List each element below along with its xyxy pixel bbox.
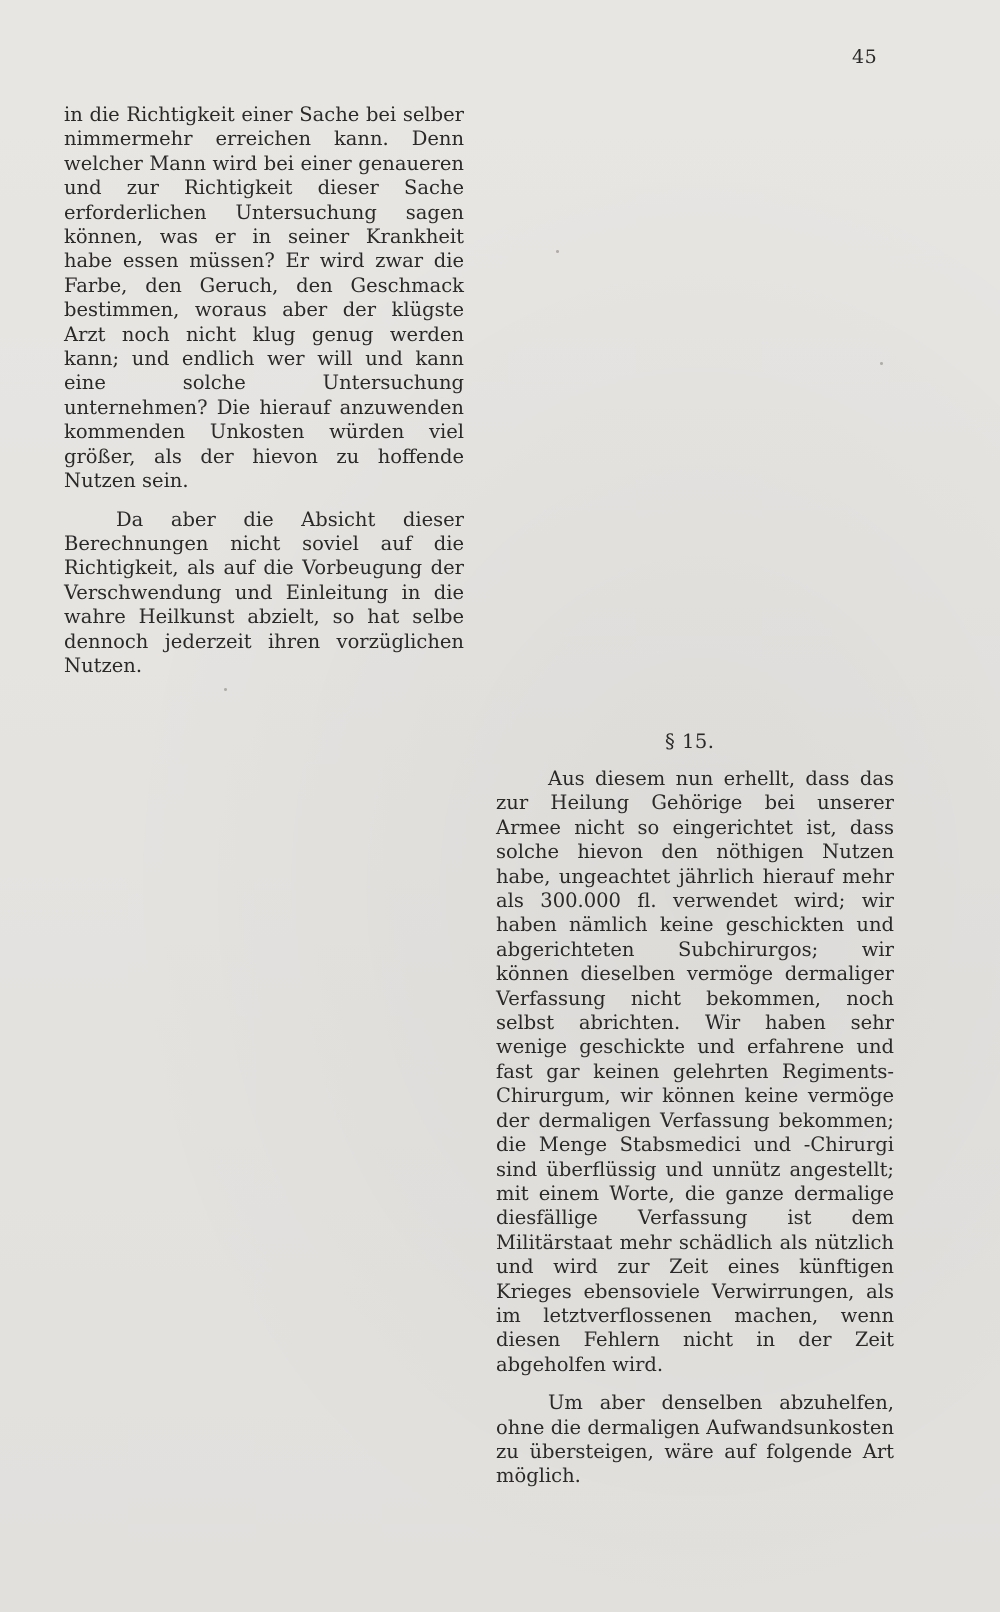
paper-speck <box>880 362 883 365</box>
left-text-column <box>64 103 464 678</box>
paper-speck <box>556 250 559 253</box>
paragraph: in die Richtigkeit einer Sache bei selber nimmermehr erreichen kann. Denn welcher Mann wird bei einer genaueren und zur Richtigkeit dieser Sache erforderlichen Untersuchung sagen können, was er in seiner Krankheit habe essen müssen? Er wird zwar die Farbe, den Geruch, den Geschmack bestimmen, woraus aber der klügste Arzt noch nicht klug genug werden kann; und endlich wer will und kann eine solche Untersuchung unternehmen? Die hierauf anzuwenden kommenden Unkosten würden viel größer, als der hievon zu hoffende Nutzen sein. <box>64 103 464 493</box>
right-text-column <box>496 767 894 1489</box>
section-heading: § 15. <box>665 730 715 753</box>
paragraph: Aus diesem nun erhellt, dass das zur Heilung Gehörige bei unserer Armee nicht so eingerichtet ist, dass solche hievon den nöthigen Nutzen habe, ungeachtet jährlich hierauf mehr als 300.000 fl. verwendet wird; wir haben nämlich keine geschickten und abgerichteten Subchirurgos; wir können dieselben vermöge dermaliger Verfassung nicht bekommen, noch selbst abrichten. Wir haben sehr wenige geschickte und erfahrene und fast gar keinen gelehrten Regiments-Chirurgum, wir können keine vermöge der dermaligen Verfassung bekommen; die Menge Stabsmedici und -Chirurgi sind überflüssig und unnütz angestellt; mit einem Worte, die ganze dermalige diesfällige Verfassung ist dem Militärstaat mehr schädlich als nützlich und wird zur Zeit eines künftigen Krieges ebensoviele Verwirrungen, als im letztverflossenen machen, wenn diesen Fehlern nicht in der Zeit abgeholfen wird. <box>496 767 894 1376</box>
paragraph: Da aber die Absicht dieser Berechnungen nicht soviel auf die Richtigkeit, als auf die Vorbeugung der Verschwendung und Einleitung in die wahre Heilkunst abzielt, so hat selbe dennoch jederzeit ihren vorzüglichen Nutzen. <box>64 507 464 677</box>
paper-speck <box>224 688 227 691</box>
page-number: 45 <box>852 46 878 68</box>
paragraph: Um aber denselben abzuhelfen, ohne die dermaligen Aufwandsunkosten zu übersteigen, wäre auf folgende Art möglich. <box>496 1391 894 1488</box>
